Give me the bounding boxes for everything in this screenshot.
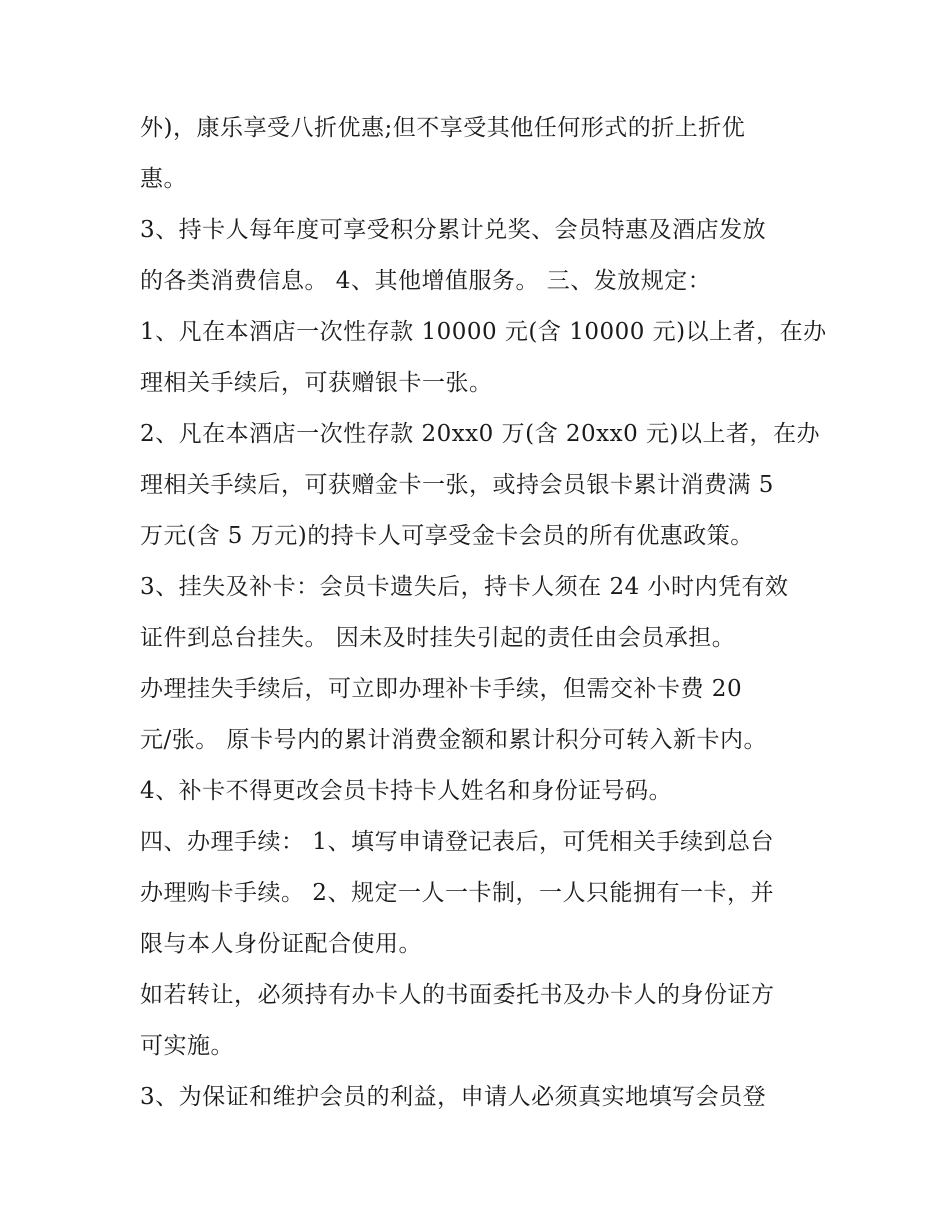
- text-line: 1、凡在本酒店一次性存款 10000 元(含 10000 元)以上者，在办: [140, 319, 827, 345]
- text-line: 四、办理手续： 1、填写申请登记表后，可凭相关手续到总台: [140, 829, 774, 855]
- text-line: 限与本人身份证配合使用。: [140, 931, 422, 957]
- text-line: 惠。: [140, 166, 187, 192]
- text-line: 办理挂失手续后，可立即办理补卡手续，但需交补卡费 20: [140, 676, 743, 702]
- text-line: 理相关手续后，可获赠金卡一张，或持会员银卡累计消费满 5: [140, 472, 774, 498]
- text-line: 3、持卡人每年度可享受积分累计兑奖、会员特惠及酒店发放: [140, 217, 767, 243]
- text-line: 万元(含 5 万元)的持卡人可享受金卡会员的所有优惠政策。: [140, 523, 754, 549]
- text-line: 的各类消费信息。 4、其他增值服务。 三、发放规定：: [140, 268, 712, 294]
- text-line: 3、为保证和维护会员的利益，申请人必须真实地填写会员登: [140, 1084, 767, 1110]
- text-line: 可实施。: [140, 1033, 234, 1059]
- text-line: 4、补卡不得更改会员卡持卡人姓名和身份证号码。: [140, 778, 673, 804]
- text-line: 外)，康乐享受八折优惠;但不享受其他任何形式的折上折优: [140, 115, 746, 141]
- text-line: 3、挂失及补卡：会员卡遗失后，持卡人须在 24 小时内凭有效: [140, 574, 789, 600]
- text-line: 2、凡在本酒店一次性存款 20xx0 万(含 20xx0 元)以上者，在办: [140, 421, 821, 447]
- text-line: 办理购卡手续。 2、规定一人一卡制，一人只能拥有一卡，并: [140, 880, 774, 906]
- text-line: 理相关手续后，可获赠银卡一张。: [140, 370, 493, 396]
- text-line: 证件到总台挂失。 因未及时挂失引起的责任由会员承担。: [140, 625, 736, 651]
- text-line: 元/张。 原卡号内的累计消费金额和累计积分可转入新卡内。: [140, 727, 768, 753]
- text-line: 如若转让，必须持有办卡人的书面委托书及办卡人的身份证方: [140, 982, 775, 1008]
